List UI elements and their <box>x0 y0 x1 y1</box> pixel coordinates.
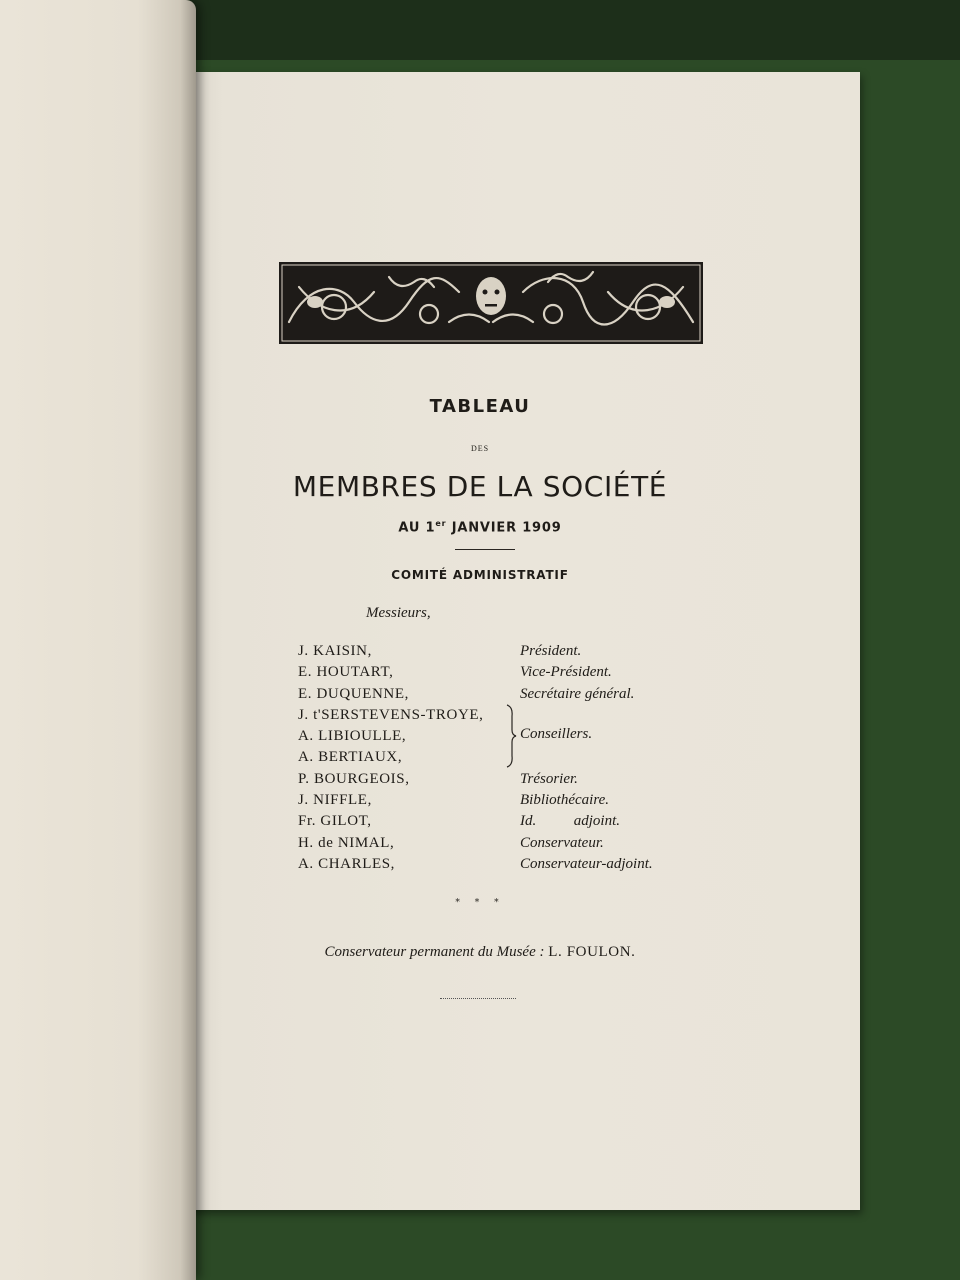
member-row <box>298 641 698 662</box>
member-row <box>298 854 698 875</box>
permanent-label: Conservateur permanent du Musée : <box>324 944 545 960</box>
ornamental-headpiece <box>279 262 703 344</box>
member-name: P. BOURGEOIS, <box>298 770 410 787</box>
member-row <box>298 747 698 768</box>
member-row <box>298 769 698 790</box>
member-name: J. t'SERSTEVENS-TROYE, <box>298 706 484 723</box>
grouped-role: Conseillers. <box>520 726 593 742</box>
member-name: J. KAISIN, <box>298 643 372 659</box>
date-line <box>0 519 960 535</box>
member-role: Conservateur-adjoint. <box>520 855 653 872</box>
member-name: J. NIFFLE, <box>298 792 372 809</box>
dotted-rule <box>440 998 516 999</box>
brace-icon <box>503 704 517 768</box>
member-role: Conservateur. <box>520 834 604 851</box>
member-name: E. DUQUENNE, <box>298 685 409 702</box>
member-role: Trésorier. <box>520 770 578 787</box>
salutation: Messieurs, <box>366 605 431 621</box>
section-heading: COMITÉ ADMINISTRATIF <box>391 568 569 582</box>
member-row <box>298 790 698 811</box>
member-row <box>298 726 698 747</box>
member-name: A. LIBIOULLE, <box>298 728 407 745</box>
page-subtitle: MEMBRES DE LA SOCIÉTÉ <box>292 470 668 503</box>
title-connector: DES <box>470 444 490 453</box>
member-list <box>298 641 698 875</box>
member-role: Id. adjoint. <box>520 813 620 830</box>
member-row <box>298 833 698 854</box>
page-title: TABLEAU <box>429 396 531 417</box>
date-superscript: er <box>435 519 447 528</box>
member-name: A. BERTIAUX, <box>298 749 403 766</box>
member-role: Secrétaire général. <box>520 685 635 702</box>
date-suffix: JANVIER 1909 <box>446 520 562 536</box>
member-name: E. HOUTART, <box>298 664 394 681</box>
member-role: Président. <box>520 643 582 659</box>
permanent-curator-line <box>0 944 960 961</box>
member-role: Vice-Président. <box>520 664 612 681</box>
member-name: H. de NIMAL, <box>298 834 395 851</box>
separator-stars: * * * <box>455 898 505 908</box>
divider <box>455 549 515 550</box>
member-role: Bibliothécaire. <box>520 792 610 809</box>
permanent-name: L. FOULON. <box>548 944 636 960</box>
date-prefix: AU 1 <box>398 520 436 536</box>
member-row <box>298 684 698 705</box>
member-row <box>298 811 698 832</box>
member-name: A. CHARLES, <box>298 855 396 872</box>
member-name: Fr. GILOT, <box>298 813 372 830</box>
member-row <box>298 705 698 726</box>
member-row <box>298 662 698 683</box>
